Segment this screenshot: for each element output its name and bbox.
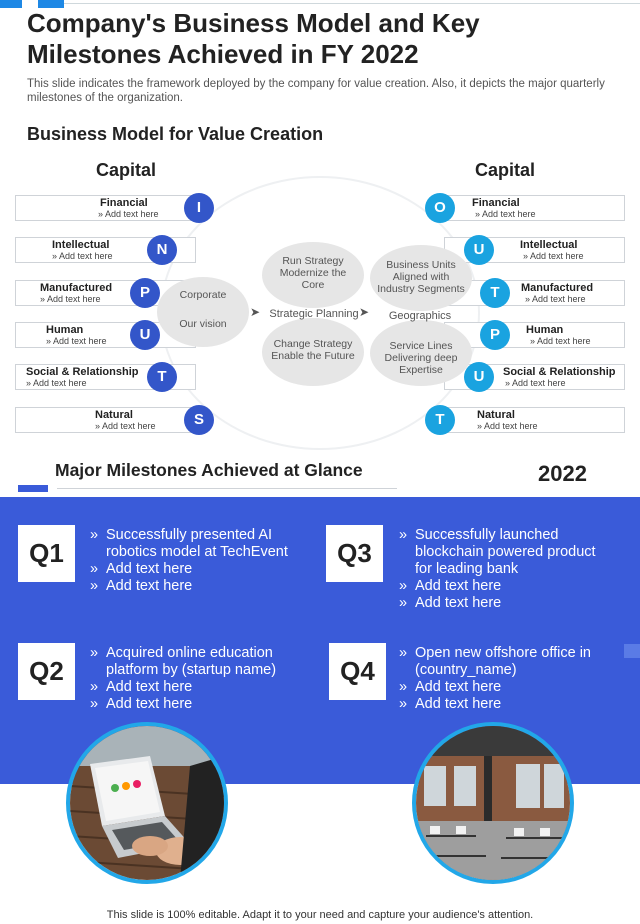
milestones-year: 2022: [538, 461, 587, 486]
arrow-right-icon: ➤: [359, 305, 370, 319]
arrow-right-icon: ➤: [250, 305, 261, 319]
list-item: » Successfully presented AI robotics model at TechEvent: [90, 527, 288, 560]
output-letter-circle: T: [480, 278, 510, 308]
office-photo: [412, 722, 574, 884]
output-box-financial: [444, 195, 625, 221]
page-title: Company's Business Model and Key Milestones Achieved in FY 2022: [27, 8, 480, 69]
add-text: » Add text here: [26, 378, 87, 388]
add-text: » Add text here: [475, 209, 536, 219]
add-text: » Add text here: [46, 336, 107, 346]
output-box-human: [444, 322, 625, 348]
output-box-natural: [444, 407, 625, 433]
left-capital-heading: Capital: [96, 160, 157, 180]
list-item: » Add text here: [90, 578, 193, 594]
capital-label: Social & Relationship: [26, 366, 139, 378]
capital-label: Social & Relationship: [503, 366, 616, 378]
page-subtitle: This slide indicates the framework deployed by the company for value creation. Also, it depicts the major quarterly milestones of the organization.: [27, 78, 605, 104]
add-text: » Add text here: [505, 378, 566, 388]
capital-label: Natural: [95, 409, 133, 421]
top-accent-bar: [38, 0, 64, 8]
input-box-natural: [15, 407, 196, 433]
q1-list: [90, 527, 290, 595]
input-letter-circle: U: [130, 320, 160, 350]
output-letter-circle: U: [464, 235, 494, 265]
list-item: » Successfully launched blockchain powered product for leading bank: [399, 527, 596, 577]
capital-label: Intellectual: [520, 239, 578, 251]
q3-list: [399, 527, 604, 612]
add-text: » Add text here: [477, 421, 538, 431]
laptop-image: [70, 726, 224, 880]
top-divider: [64, 3, 640, 4]
top-accent-bar: [0, 0, 22, 8]
q1-badge: Q1: [18, 525, 75, 582]
list-item: » Add text here: [90, 679, 193, 695]
list-item: » Add text here: [399, 696, 502, 712]
footer-note: This slide is 100% editable. Adapt it to your need and capture your audience's attention.: [106, 909, 534, 921]
milestones-divider: [57, 488, 397, 489]
capital-label: Natural: [477, 409, 515, 421]
q2-badge: Q2: [18, 643, 75, 700]
output-letter-circle: T: [425, 405, 455, 435]
capital-label: Financial: [472, 197, 520, 209]
add-text: » Add text here: [40, 294, 101, 304]
business-units-label: Business Units Aligned with Industry Segments: [377, 259, 465, 295]
input-letter-circle: I: [184, 193, 214, 223]
run-strategy-label: Run Strategy Modernize the Core: [279, 255, 347, 291]
add-text: » Add text here: [523, 251, 584, 261]
input-letter-circle: N: [147, 235, 177, 265]
strategic-planning-label: Strategic Planning: [269, 308, 359, 320]
add-text: » Add text here: [95, 421, 156, 431]
capital-label: Intellectual: [52, 239, 110, 251]
input-box-financial: [15, 195, 196, 221]
our-vision-label: Our vision: [179, 318, 227, 330]
laptop-photo: [66, 722, 228, 884]
capital-label: Manufactured: [521, 282, 594, 294]
q3-badge: Q3: [326, 525, 383, 582]
output-letter-circle: O: [425, 193, 455, 223]
q4-list: [399, 645, 604, 713]
milestones-accent: [18, 485, 48, 492]
milestones-heading: Major Milestones Achieved at Glance: [55, 460, 363, 480]
corporate-label: Corporate: [179, 289, 227, 301]
list-item: » Add text here: [399, 578, 502, 594]
capital-label: Financial: [100, 197, 148, 209]
add-text: » Add text here: [98, 209, 159, 219]
input-letter-circle: P: [130, 278, 160, 308]
decorative-square: [624, 644, 640, 658]
q2-list: [90, 645, 290, 713]
add-text: » Add text here: [530, 336, 591, 346]
change-strategy-label: Change Strategy Enable the Future: [271, 338, 355, 362]
office-image: [416, 726, 570, 880]
output-letter-circle: U: [464, 362, 494, 392]
capital-label: Human: [46, 324, 84, 336]
add-text: » Add text here: [52, 251, 113, 261]
list-item: » Add text here: [90, 696, 193, 712]
corporate-ellipse: [157, 277, 249, 347]
right-capital-heading: Capital: [475, 160, 536, 180]
input-letter-circle: S: [184, 405, 214, 435]
output-letter-circle: P: [480, 320, 510, 350]
geographics-label: Geographics: [388, 310, 452, 322]
q4-badge: Q4: [329, 643, 386, 700]
list-item: » Open new offshore office in (country_name): [399, 645, 591, 678]
list-item: » Acquired online education platform by (startup name): [90, 645, 277, 678]
business-model-heading: Business Model for Value Creation: [27, 124, 324, 144]
add-text: » Add text here: [525, 294, 586, 304]
input-letter-circle: T: [147, 362, 177, 392]
list-item: » Add text here: [399, 595, 502, 611]
list-item: » Add text here: [399, 679, 502, 695]
service-lines-label: Service Lines Delivering deep Expertise: [384, 340, 458, 376]
capital-label: Human: [526, 324, 564, 336]
capital-label: Manufactured: [40, 282, 113, 294]
list-item: » Add text here: [90, 561, 193, 577]
